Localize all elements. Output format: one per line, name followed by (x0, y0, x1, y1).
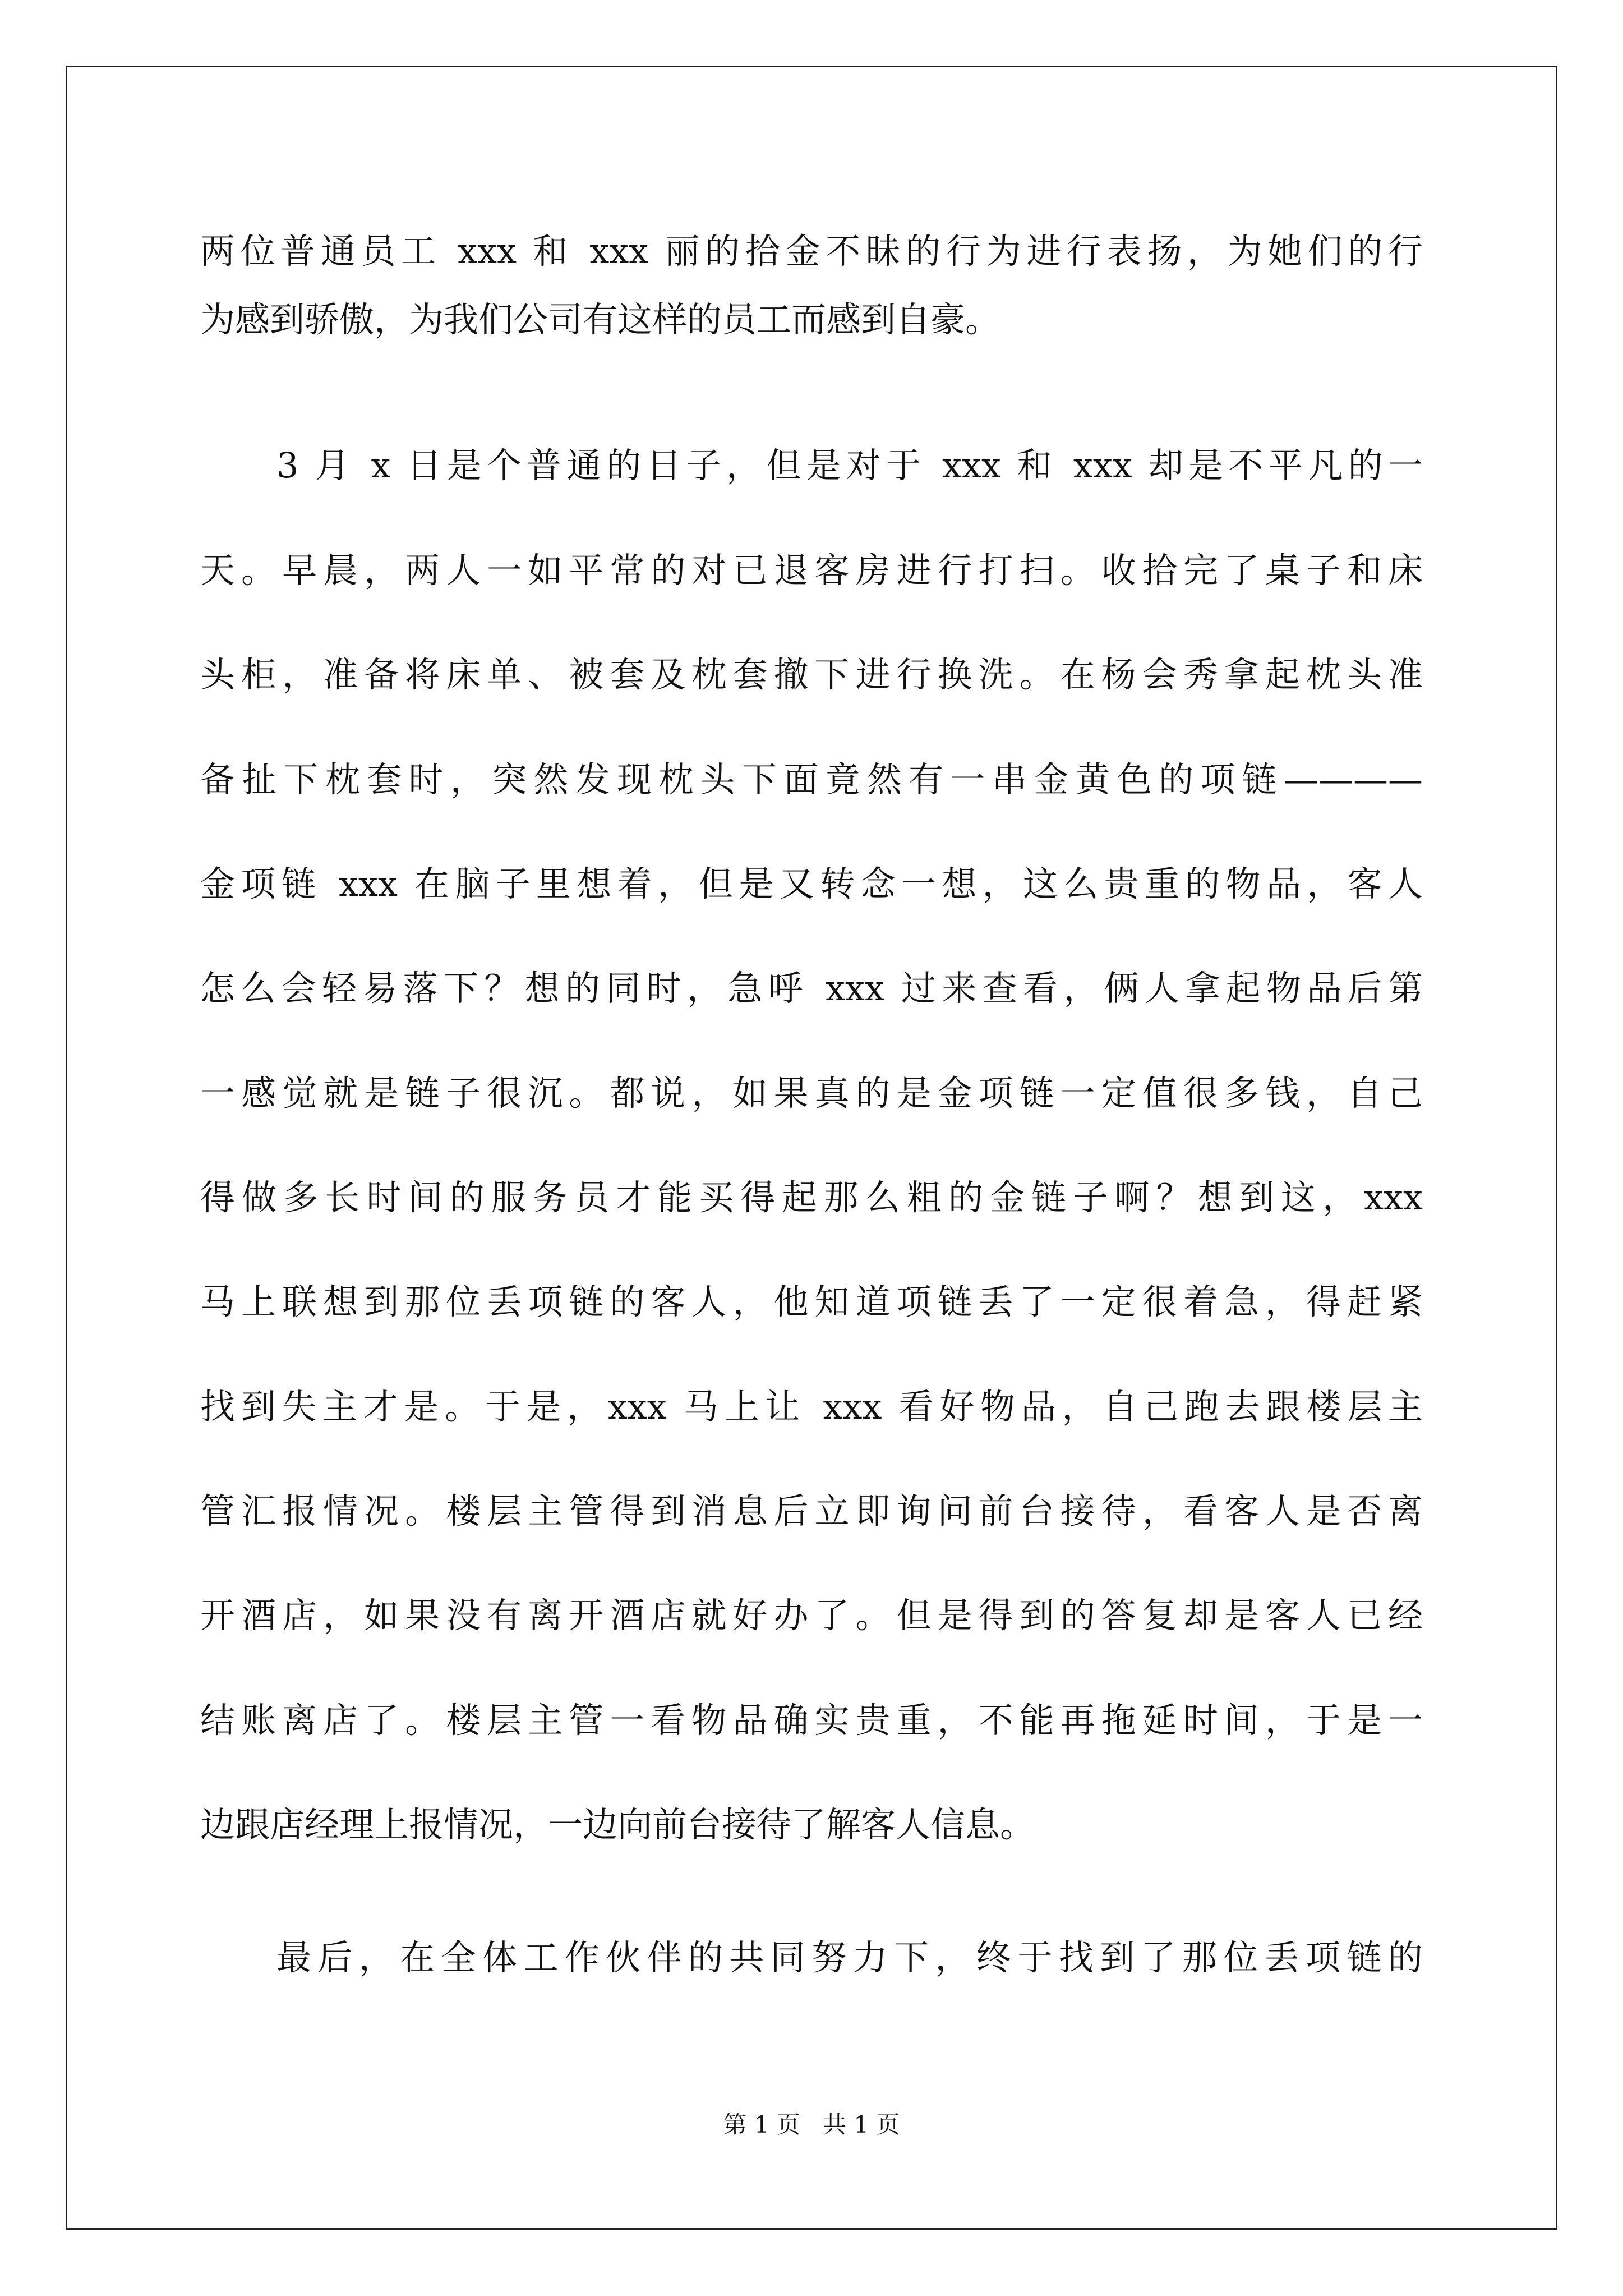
paragraph-line: 马上联想到那位丢项链的客人，他知道项链丢了一定很着急，得赶紧 (200, 1281, 1423, 1322)
paragraph-line: 3 月 x 日是个普通的日子，但是对于 xxx 和 xxx 却是不平凡的一 (276, 445, 1423, 486)
paragraph-line: 两位普通员工 xxx 和 xxx 丽的拾金不昧的行为进行表扬，为她们的行 (200, 231, 1423, 272)
paragraph-line: 找到失主才是。于是，xxx 马上让 xxx 看好物品，自己跑去跟楼层主 (200, 1386, 1423, 1427)
paragraph-line: 一感觉就是链子很沉。都说，如果真的是金项链一定值很多钱，自己 (200, 1073, 1423, 1114)
page-border (66, 66, 1557, 2230)
paragraph-line: 得做多长时间的服务员才能买得起那么粗的金链子啊？想到这，xxx (200, 1177, 1423, 1218)
paragraph-line: 天。早晨，两人一如平常的对已退客房进行打扫。收拾完了桌子和床 (200, 550, 1423, 591)
paragraph-line: 头柜，准备将床单、被套及枕套撤下进行换洗。在杨会秀拿起枕头准 (200, 654, 1423, 695)
paragraph-line: 最后，在全体工作伙伴的共同努力下，终于找到了那位丢项链的 (276, 1937, 1423, 1978)
paragraph-line: 备扯下枕套时，突然发现枕头下面竟然有一串金黄色的项链———— (200, 759, 1423, 800)
paragraph-line: 怎么会轻易落下？想的同时，急呼 xxx 过来查看，俩人拿起物品后第 (200, 968, 1423, 1009)
paragraph-line: 管汇报情况。楼层主管得到消息后立即询问前台接待，看客人是否离 (200, 1490, 1423, 1531)
page-footer: 第 1 页 共 1 页 (723, 2111, 900, 2138)
paragraph-line: 开酒店，如果没有离开酒店就好办了。但是得到的答复却是客人已经 (200, 1595, 1423, 1636)
paragraph-line: 金项链 xxx 在脑子里想着，但是又转念一想，这么贵重的物品，客人 (200, 863, 1423, 904)
paragraph-line: 结账离店了。楼层主管一看物品确实贵重，不能再拖延时间，于是一 (200, 1700, 1423, 1741)
paragraph-line: 边跟店经理上报情况，一边向前台接待了解客人信息。 (200, 1804, 1035, 1845)
paragraph-line: 为感到骄傲，为我们公司有这样的员工而感到自豪。 (200, 299, 1000, 340)
